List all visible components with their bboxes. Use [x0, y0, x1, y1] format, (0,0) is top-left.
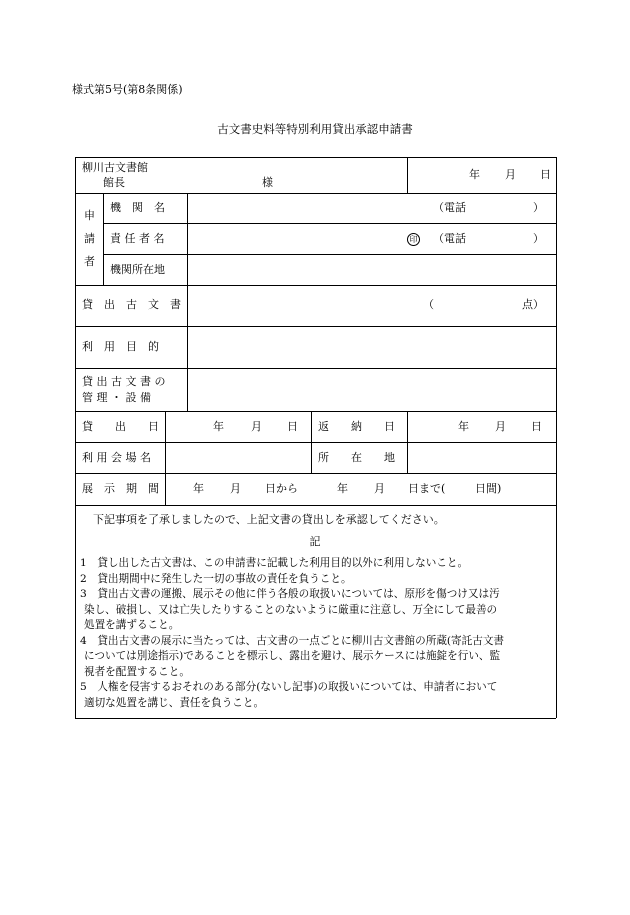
addressee-line1: 柳川古文書館	[82, 161, 148, 174]
exhibit-from-month: 月	[230, 482, 241, 495]
org-phone-close: ）	[533, 201, 544, 214]
rep-name-label: 責 任 者 名	[110, 232, 165, 245]
condition-line: 1 貸し出した古文書は、この申請書に記載した利用目的以外に利用しないこと。	[80, 557, 469, 569]
application-year: 年	[469, 168, 480, 181]
documents-label: 貸 出 古 文 書	[82, 298, 181, 311]
return-day: 日	[531, 420, 542, 433]
condition-line: 染し、破損し、又は亡失したりすることのないように厳重に注意し、万全にして最善の	[84, 603, 498, 616]
documents-count-unit: 点）	[522, 298, 544, 311]
form-number: 様式第5号(第8条関係)	[72, 83, 183, 96]
exhibit-from-suffix: 日から	[265, 482, 298, 495]
location-label: 所 在 地	[318, 451, 395, 464]
rep-phone-label: （電話	[433, 232, 466, 245]
management-label-1: 貸 出 古 文 書 の	[82, 375, 166, 388]
applicant-label-2: 請	[84, 232, 95, 245]
rep-name-field[interactable]	[188, 224, 403, 253]
addressee-honorific: 様	[262, 176, 273, 189]
condition-item	[80, 680, 556, 711]
org-name-label: 機 関 名	[110, 201, 165, 214]
venue-field[interactable]	[166, 443, 310, 472]
loan-date-label: 貸 出 日	[82, 420, 159, 433]
application-month: 月	[505, 168, 516, 181]
addressee-line2: 館長	[103, 176, 125, 189]
address-field[interactable]	[188, 255, 555, 284]
venue-label: 利 用 会 場 名	[82, 451, 151, 464]
exhibit-label: 展 示 期 間	[82, 482, 159, 495]
management-field[interactable]	[188, 369, 555, 410]
condition-item	[80, 587, 556, 634]
condition-line: については別途指示)であることを標示し、露出を避け、展示ケースには施錠を行い、監	[84, 650, 501, 662]
rep-phone-close: ）	[533, 232, 544, 245]
condition-line: 4 貸出古文書の展示に当たっては、古文書の一点ごとに柳川古文書館の所蔵(寄託古文書	[80, 634, 505, 647]
documents-field[interactable]	[188, 286, 555, 325]
seal-mark	[407, 232, 420, 246]
return-year: 年	[458, 420, 469, 433]
form-title: 古文書史料等特別利用貸出承認申請書	[217, 122, 413, 136]
location-field[interactable]	[408, 443, 555, 472]
loan-year: 年	[213, 420, 224, 433]
management-label-2: 管 理 ・ 設 備	[82, 391, 151, 404]
seal-icon: 印	[407, 233, 420, 246]
condition-line: 処置を講ずること。	[84, 619, 180, 631]
application-day: 日	[540, 168, 551, 181]
exhibit-until-year: 年	[337, 482, 348, 495]
org-name-field[interactable]	[188, 194, 406, 222]
purpose-field[interactable]	[188, 327, 555, 367]
exhibit-from-year: 年	[193, 482, 204, 495]
condition-line: 2 貸出期間中に発生した一切の事故の責任を負うこと。	[80, 572, 352, 585]
return-date-label: 返 納 日	[318, 420, 395, 433]
org-phone-label: （電話	[433, 201, 466, 214]
condition-line: 適切な処置を講じ、責任を負うこと。	[84, 696, 265, 709]
return-month: 月	[495, 420, 506, 433]
exhibit-until-suffix: 日まで(	[408, 482, 446, 495]
condition-line: 3 貸出古文書の運搬、展示その他に伴う各般の取扱いについては、原形を傷つけ又は汚	[80, 588, 500, 600]
applicant-label-1: 申	[84, 209, 95, 222]
condition-line: 5 人権を侵害するおそれのある部分(ないし記事)の取扱いについては、申請者において	[80, 681, 498, 693]
applicant-label-3: 者	[84, 255, 95, 268]
conditions-list	[80, 556, 556, 711]
condition-item	[80, 556, 556, 572]
purpose-label: 利 用 目 的	[82, 340, 159, 353]
loan-month: 月	[251, 420, 262, 433]
address-label: 機関所在地	[110, 263, 165, 276]
consent-text: 下記事項を了承しましたので、上記文書の貸出しを承認してください。	[93, 513, 445, 526]
condition-line: 視者を配置すること。	[84, 665, 190, 678]
exhibit-days-suffix: 日間)	[475, 482, 502, 495]
condition-item	[80, 572, 556, 588]
ki-marker: 記	[309, 535, 321, 548]
condition-item	[80, 634, 556, 681]
exhibit-until-month: 月	[374, 482, 385, 495]
documents-count-open: （	[423, 298, 434, 311]
loan-day: 日	[287, 420, 298, 433]
